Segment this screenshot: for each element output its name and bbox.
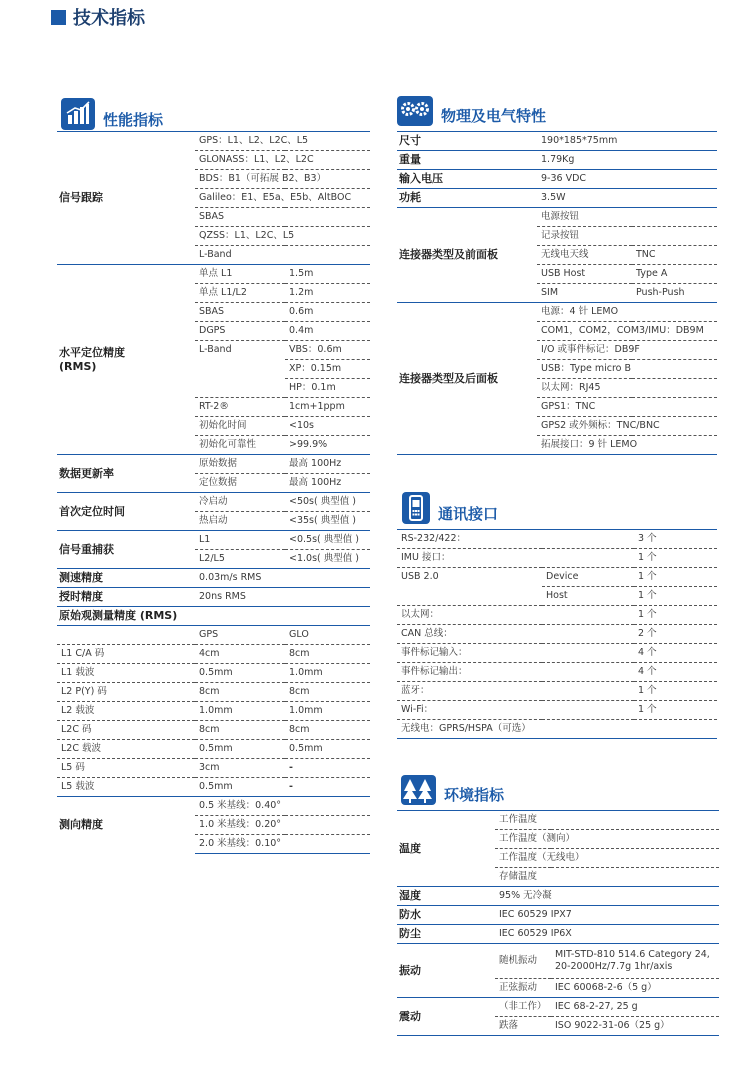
forest-icon bbox=[401, 775, 436, 805]
table-cell: USB 2.0 bbox=[401, 571, 439, 583]
table-cell: 1.0 米基线：0.20° bbox=[195, 816, 370, 835]
table-cell: GPS2 或外频标：TNC/BNC bbox=[537, 417, 717, 436]
table-cell: L2 P(Y) 码 bbox=[57, 683, 195, 702]
table-cell: 0.03m/s RMS bbox=[195, 569, 370, 588]
table-row bbox=[57, 626, 370, 645]
table-cell: IMU 接口： bbox=[397, 549, 542, 568]
table-cell bbox=[542, 682, 634, 701]
table-cell: 初始化时间 bbox=[195, 417, 285, 436]
table-cell: 0.5mm bbox=[195, 778, 285, 797]
table-cell: L1 bbox=[195, 531, 285, 550]
table-cell: <35s( 典型值 ) bbox=[285, 512, 370, 531]
table-cell: L5 码 bbox=[57, 759, 195, 778]
table-cell: IEC 68-2-27, 25 g bbox=[551, 998, 719, 1017]
table-row bbox=[57, 797, 370, 816]
table-cell: 1 个 bbox=[634, 606, 717, 625]
weight-label: 重量 bbox=[397, 151, 537, 170]
table-cell: 2 个 bbox=[634, 625, 717, 644]
table-cell: 最高 100Hz bbox=[285, 474, 370, 493]
table-cell: 1.5m bbox=[285, 265, 370, 284]
table-cell: 单点 L1 bbox=[195, 265, 285, 284]
table-cell: 0.5mm bbox=[195, 740, 285, 759]
table-cell bbox=[542, 625, 634, 644]
table-cell: 8cm bbox=[195, 683, 285, 702]
size-label: 尺寸 bbox=[397, 132, 537, 151]
table-cell: 单点 L1/L2 bbox=[195, 284, 285, 303]
table-cell: IEC 60068-2-6（5 g） bbox=[551, 979, 719, 998]
table-cell: DGPS bbox=[195, 322, 285, 341]
performance-table bbox=[57, 131, 370, 854]
table-row bbox=[397, 998, 719, 1017]
table-cell: GPS：L1、L2、L2C、L5 bbox=[195, 132, 370, 151]
temperature-label: 温度 bbox=[397, 811, 495, 887]
vibration-label: 振动 bbox=[397, 944, 495, 998]
table-cell: 工作温度（测向） bbox=[495, 830, 719, 849]
header-square-icon bbox=[51, 10, 66, 25]
table-row bbox=[57, 778, 370, 797]
table-row bbox=[57, 493, 370, 512]
table-cell: L5 载波 bbox=[57, 778, 195, 797]
table-cell: 跌落 bbox=[495, 1017, 551, 1036]
table-cell: 8cm bbox=[195, 721, 285, 740]
table-cell: GPS1：TNC bbox=[537, 398, 717, 417]
table-cell: 1.2m bbox=[285, 284, 370, 303]
table-row bbox=[57, 132, 370, 151]
table-cell: 记录按钮 bbox=[537, 227, 717, 246]
table-cell: 0.5mm bbox=[285, 740, 370, 759]
table-row bbox=[57, 265, 370, 284]
table-row bbox=[57, 664, 370, 683]
table-cell: - bbox=[285, 778, 370, 797]
table-cell: IEC 60529 IPX7 bbox=[495, 906, 719, 925]
table-cell: 电源按钮 bbox=[537, 208, 717, 227]
table-cell: 20ns RMS bbox=[195, 588, 370, 607]
shock-label: 震动 bbox=[397, 998, 495, 1036]
table-row bbox=[397, 720, 717, 739]
table-cell: CAN 总线： bbox=[397, 625, 542, 644]
table-cell: L1 C/A 码 bbox=[57, 645, 195, 664]
table-cell: 原始数据 bbox=[195, 455, 285, 474]
table-cell: 拓展接口：9 针 LEMO bbox=[537, 436, 717, 455]
table-cell: 热启动 bbox=[195, 512, 285, 531]
table-cell: TNC bbox=[632, 246, 717, 265]
table-cell: 9-36 VDC bbox=[537, 170, 717, 189]
table-cell bbox=[542, 663, 634, 682]
table-cell bbox=[542, 644, 634, 663]
table-row bbox=[57, 721, 370, 740]
table-row bbox=[397, 906, 719, 925]
table-cell: （非工作） bbox=[495, 998, 551, 1017]
table-row bbox=[57, 683, 370, 702]
table-row bbox=[397, 925, 719, 944]
table-row bbox=[397, 189, 717, 208]
table-cell: GPS bbox=[195, 626, 285, 645]
table-cell: 电源：4 针 LEMO bbox=[537, 303, 717, 322]
table-cell: L2/L5 bbox=[195, 550, 285, 569]
timing-label: 授时精度 bbox=[57, 588, 195, 607]
humidity-label: 湿度 bbox=[397, 887, 495, 906]
table-cell: 1 个 bbox=[634, 682, 717, 701]
table-cell: SBAS bbox=[195, 208, 370, 227]
table-cell bbox=[542, 606, 634, 625]
performance-section-title: 性能指标 bbox=[61, 98, 163, 130]
table-cell: 2.0 米基线：0.10° bbox=[195, 835, 370, 854]
voltage-label: 输入电压 bbox=[397, 170, 537, 189]
water-label: 防水 bbox=[397, 906, 495, 925]
table-row bbox=[397, 625, 717, 644]
table-row bbox=[397, 811, 719, 830]
table-row bbox=[397, 887, 719, 906]
table-cell bbox=[195, 360, 285, 379]
table-cell: 正弦振动 bbox=[495, 979, 551, 998]
table-cell: 事件标记输出： bbox=[397, 663, 542, 682]
table-row bbox=[57, 588, 370, 607]
table-cell: 工作温度（无线电） bbox=[495, 849, 719, 868]
table-cell: 冷启动 bbox=[195, 493, 285, 512]
table-cell bbox=[397, 587, 542, 606]
table-row bbox=[57, 645, 370, 664]
env-section-title: 环境指标 bbox=[401, 775, 504, 805]
table-cell bbox=[542, 549, 634, 568]
power-label: 功耗 bbox=[397, 189, 537, 208]
table-cell: GLO bbox=[285, 626, 370, 645]
raw-label: 原始观测量精度 (RMS) bbox=[57, 607, 370, 626]
table-cell: I/O 或事件标记：DB9F bbox=[537, 341, 717, 360]
table-cell: 4 个 bbox=[634, 644, 717, 663]
dust-label: 防尘 bbox=[397, 925, 495, 944]
rear-panel-label: 连接器类型及后面板 bbox=[397, 303, 537, 455]
physical-table bbox=[397, 131, 717, 455]
table-cell: VBS：0.6m bbox=[285, 341, 370, 360]
hpos-label-rms: (RMS) bbox=[59, 359, 97, 373]
table-cell: RT-2® bbox=[195, 398, 285, 417]
table-cell: HP：0.1m bbox=[285, 379, 370, 398]
table-cell: 190*185*75mm bbox=[537, 132, 717, 151]
table-cell: 工作温度 bbox=[495, 811, 719, 830]
table-cell: L-Band bbox=[199, 344, 232, 356]
table-cell: 存储温度 bbox=[495, 868, 719, 887]
table-cell: IEC 60529 IP6X bbox=[495, 925, 719, 944]
table-cell: SIM bbox=[537, 284, 632, 303]
table-cell: 无线电天线 bbox=[537, 246, 632, 265]
table-row bbox=[397, 132, 717, 151]
ttff-label: 首次定位时间 bbox=[57, 493, 195, 531]
table-cell: COM1，COM2，COM3/IMU：DB9M bbox=[537, 322, 717, 341]
table-cell: 最高 100Hz bbox=[285, 455, 370, 474]
front-panel-label: 连接器类型及前面板 bbox=[397, 208, 537, 303]
reacq-label: 信号重捕获 bbox=[57, 531, 195, 569]
table-cell: <1.0s( 典型值 ) bbox=[285, 550, 370, 569]
velocity-label: 测速精度 bbox=[57, 569, 195, 588]
vibration-random-spec-1: MIT-STD-810 514.6 Category 24, bbox=[555, 949, 710, 960]
vibration-random-spec-2: 20-2000Hz/7.7g 1hr/axis bbox=[555, 961, 673, 972]
table-cell: 1.0mm bbox=[285, 664, 370, 683]
table-cell: 8cm bbox=[285, 683, 370, 702]
table-row bbox=[397, 701, 717, 720]
table-row bbox=[397, 587, 717, 606]
table-cell: RS-232/422： bbox=[397, 530, 542, 549]
table-cell: 1cm+1ppm bbox=[285, 398, 370, 417]
table-cell: 8cm bbox=[285, 645, 370, 664]
table-cell: 0.5 米基线：0.40° bbox=[195, 797, 370, 816]
table-cell: XP：0.15m bbox=[285, 360, 370, 379]
table-cell: <50s( 典型值 ) bbox=[285, 493, 370, 512]
mobile-phone-icon bbox=[402, 492, 430, 524]
table-cell: >99.9% bbox=[285, 436, 370, 455]
table-cell: 4 个 bbox=[634, 663, 717, 682]
table-row bbox=[397, 151, 717, 170]
table-cell bbox=[57, 626, 195, 645]
table-row bbox=[397, 208, 717, 227]
table-row bbox=[397, 682, 717, 701]
table-cell: 95% 无冷凝 bbox=[495, 887, 719, 906]
table-row bbox=[397, 568, 717, 587]
table-cell: Host bbox=[542, 587, 634, 606]
table-cell: 无线电：GPRS/HSPA（可选） bbox=[397, 720, 717, 739]
bar-chart-icon bbox=[61, 98, 95, 130]
table-row bbox=[57, 531, 370, 550]
table-cell: 1 个 bbox=[634, 568, 717, 587]
gears-icon bbox=[397, 96, 433, 126]
table-cell: 1 个 bbox=[634, 549, 717, 568]
page-title: 技术指标 bbox=[73, 8, 145, 29]
table-cell: USB Host bbox=[537, 265, 632, 284]
table-row bbox=[57, 759, 370, 778]
table-row bbox=[397, 606, 717, 625]
table-cell: 0.6m bbox=[285, 303, 370, 322]
table-cell: L-Band bbox=[195, 246, 370, 265]
page-header bbox=[51, 6, 145, 28]
table-cell: 1.79Kg bbox=[537, 151, 717, 170]
table-cell: 0.4m bbox=[285, 322, 370, 341]
table-row bbox=[397, 944, 719, 979]
table-cell: 以太网： bbox=[397, 606, 542, 625]
table-row bbox=[397, 303, 717, 322]
table-cell bbox=[542, 701, 634, 720]
comm-section-title: 通讯接口 bbox=[402, 492, 498, 524]
table-cell: 事件标记输入： bbox=[397, 644, 542, 663]
table-cell: 初始化可靠性 bbox=[195, 436, 285, 455]
table-cell: L1 载波 bbox=[57, 664, 195, 683]
table-cell: 蓝牙： bbox=[397, 682, 542, 701]
table-row bbox=[57, 607, 370, 626]
table-cell: GLONASS：L1、L2、L2C bbox=[195, 151, 370, 170]
table-cell: 1.0mm bbox=[285, 702, 370, 721]
tracking-label: 信号跟踪 bbox=[57, 132, 195, 265]
table-cell: ISO 9022-31-06（25 g） bbox=[551, 1017, 719, 1036]
table-cell: <0.5s( 典型值 ) bbox=[285, 531, 370, 550]
table-row bbox=[57, 455, 370, 474]
table-row bbox=[397, 644, 717, 663]
table-cell bbox=[551, 944, 719, 979]
table-cell: Device bbox=[542, 568, 634, 587]
table-cell: SBAS bbox=[195, 303, 285, 322]
physical-section-title: 物理及电气特性 bbox=[397, 96, 546, 126]
table-cell: L2 载波 bbox=[57, 702, 195, 721]
table-cell: 随机振动 bbox=[495, 944, 551, 979]
table-cell: Wi-Fi： bbox=[397, 701, 542, 720]
table-cell bbox=[195, 379, 285, 398]
table-cell: 3.5W bbox=[537, 189, 717, 208]
table-cell: 1.0mm bbox=[195, 702, 285, 721]
hpos-label bbox=[57, 265, 195, 455]
table-row bbox=[57, 702, 370, 721]
table-cell: 以太网：RJ45 bbox=[537, 379, 717, 398]
table-row bbox=[397, 549, 717, 568]
update-label: 数据更新率 bbox=[57, 455, 195, 493]
table-row bbox=[397, 663, 717, 682]
table-row bbox=[397, 170, 717, 189]
table-cell: Type A bbox=[632, 265, 717, 284]
table-cell: 3 个 bbox=[634, 530, 717, 549]
table-cell: 8cm bbox=[285, 721, 370, 740]
hpos-label-text: 水平定位精度 bbox=[59, 345, 125, 359]
table-cell: BDS：B1（可拓展 B2、B3） bbox=[195, 170, 370, 189]
table-cell: 3cm bbox=[195, 759, 285, 778]
table-row bbox=[57, 569, 370, 588]
table-row bbox=[397, 530, 717, 549]
table-cell: - bbox=[285, 759, 370, 778]
env-table bbox=[397, 810, 719, 1036]
comm-table bbox=[397, 529, 717, 739]
table-cell bbox=[542, 530, 634, 549]
table-cell: QZSS：L1、L2C、L5 bbox=[195, 227, 370, 246]
table-row bbox=[57, 740, 370, 759]
table-cell: 定位数据 bbox=[195, 474, 285, 493]
table-cell: USB：Type micro B bbox=[537, 360, 717, 379]
table-cell: 4cm bbox=[195, 645, 285, 664]
table-cell: <10s bbox=[285, 417, 370, 436]
heading-label: 测向精度 bbox=[59, 818, 103, 832]
table-cell: 0.5mm bbox=[195, 664, 285, 683]
table-cell: 1 个 bbox=[634, 701, 717, 720]
table-cell: L2C 载波 bbox=[57, 740, 195, 759]
table-cell: 1 个 bbox=[634, 587, 717, 606]
table-cell: L2C 码 bbox=[57, 721, 195, 740]
table-cell: Push-Push bbox=[632, 284, 717, 303]
table-cell: Galileo：E1、E5a、E5b、AltBOC bbox=[195, 189, 370, 208]
